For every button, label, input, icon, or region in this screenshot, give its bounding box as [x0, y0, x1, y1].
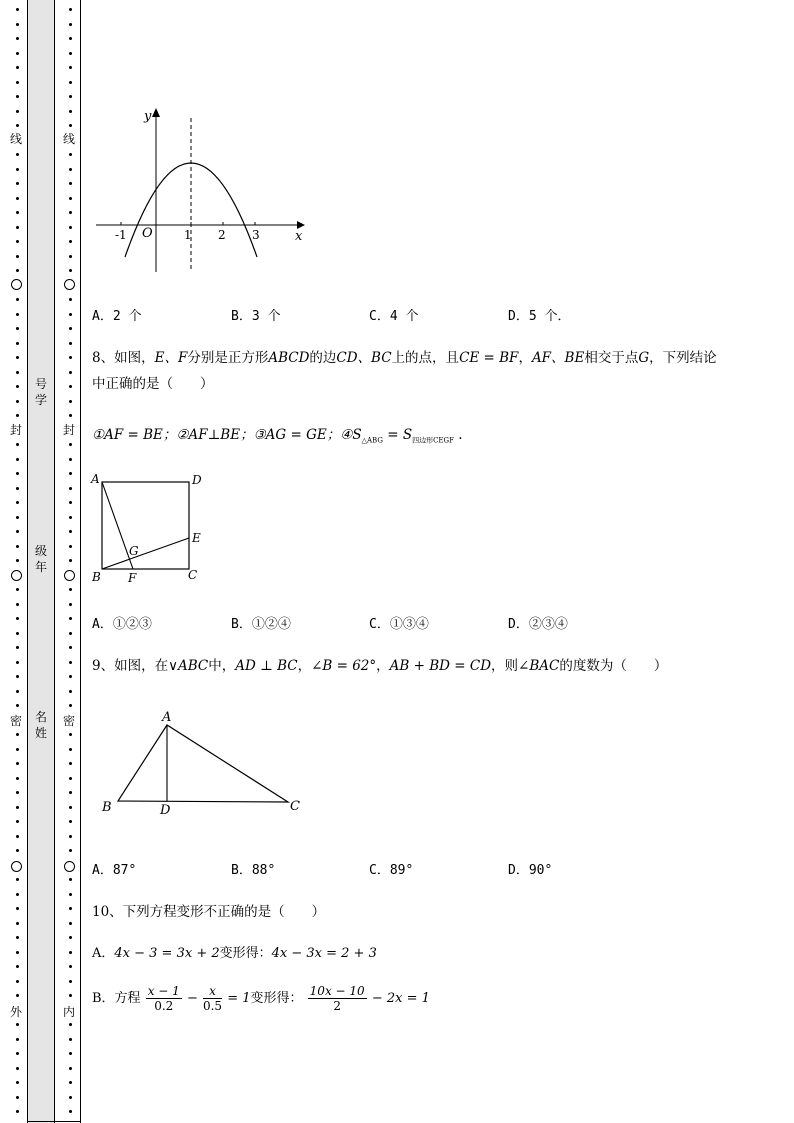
- binding-dot: [16, 936, 19, 939]
- binding-dot: [16, 487, 19, 490]
- binding-dot: [69, 748, 72, 751]
- binding-dot: [16, 327, 19, 330]
- binding-dot: [69, 1052, 72, 1055]
- binding-dot: [16, 791, 19, 794]
- binding-dot: [16, 617, 19, 620]
- binding-dot: [16, 342, 19, 345]
- binding-dot: [69, 632, 72, 635]
- outer-dotted-line: [13, 0, 23, 1123]
- binding-dot: [16, 255, 19, 258]
- fraction: $\frac{x - 1}{0.2}$: [147, 984, 180, 1013]
- q8-option-c[interactable]: C．①③④: [369, 617, 429, 632]
- inner-char-feng: 封: [62, 423, 75, 437]
- binding-dot: [69, 806, 72, 809]
- binding-dot: [16, 922, 19, 925]
- foot-d-label: D: [160, 803, 171, 818]
- triangle-abc: [118, 725, 288, 802]
- parabola-graph: [92, 100, 312, 280]
- point-c-label: C: [188, 568, 198, 582]
- binding-dot: [16, 153, 19, 156]
- binding-dot: [16, 211, 19, 214]
- binding-dot: [69, 443, 72, 446]
- inner-char-xian: 线: [62, 132, 75, 146]
- binding-dot: [16, 806, 19, 809]
- binding-dot: [16, 777, 19, 780]
- q8-stem-line1: 8、如图，E、F分别是正方形ABCD的边CD、BC上的点，且CE = BF，AF、BE相交于点G，下列结论: [92, 350, 717, 366]
- binding-dot: [16, 356, 19, 359]
- binding-dot: [16, 81, 19, 84]
- binding-dot: [16, 559, 19, 562]
- outer-circle: [11, 570, 22, 581]
- binding-dot: [16, 980, 19, 983]
- binding-dot: [16, 588, 19, 591]
- binding-dot: [69, 1096, 72, 1099]
- binding-dot: [69, 255, 72, 258]
- q10-option-b[interactable]: B．方程 $\frac{x - 1}{0.2}$ − $\frac{x}{0.5}$ = 1变形得： $\frac{10x - 10}{2}$ − 2x = 1: [92, 984, 430, 1013]
- binding-dot: [16, 385, 19, 388]
- binding-dot: [16, 1067, 19, 1070]
- q7-option-d[interactable]: D．5 个．: [508, 309, 571, 324]
- binding-dot: [69, 182, 72, 185]
- binding-dot: [69, 168, 72, 171]
- binding-dot: [69, 501, 72, 504]
- point-d-label: D: [192, 473, 202, 487]
- binding-dot: [69, 791, 72, 794]
- q9-stem: 9、如图，在∨ABC中，AD ⊥ BC，∠B = 62°，AB + BD = CD，则∠BAC的度数为（ ）: [92, 658, 668, 674]
- binding-dot: [16, 168, 19, 171]
- binding-dot: [69, 922, 72, 925]
- outer-char-mi: 密: [9, 714, 22, 728]
- binding-dot: [69, 81, 72, 84]
- square-figure: [88, 470, 218, 588]
- binding-dot: [16, 269, 19, 272]
- fraction: $\frac{x}{0.5}$: [202, 984, 223, 1013]
- binding-dot: [16, 661, 19, 664]
- q7-option-c[interactable]: C．4 个: [369, 309, 419, 324]
- binding-dot: [69, 211, 72, 214]
- binding-dot: [69, 52, 72, 55]
- binding-dot: [16, 603, 19, 606]
- binding-dot: [69, 342, 72, 345]
- binding-dot: [69, 400, 72, 403]
- binding-dot: [16, 240, 19, 243]
- binding-dot: [69, 980, 72, 983]
- binding-dot: [16, 820, 19, 823]
- binding-dot: [16, 690, 19, 693]
- q10-option-a[interactable]: A．4x − 3 = 3x + 2变形得：4x − 3x = 2 + 3: [92, 946, 377, 961]
- binding-dot: [16, 95, 19, 98]
- binding-dot: [69, 777, 72, 780]
- binding-dot: [16, 632, 19, 635]
- binding-dot: [69, 762, 72, 765]
- binding-dot: [16, 994, 19, 997]
- binding-dot: [69, 603, 72, 606]
- q8-stem-line2: 中正确的是（ ）: [92, 376, 214, 392]
- binding-dot: [69, 110, 72, 113]
- binding-dot: [16, 52, 19, 55]
- point-b-label: B: [92, 570, 101, 584]
- triangle-figure: [95, 705, 315, 820]
- student-number-label: 号 学: [34, 377, 47, 407]
- binding-dot: [16, 907, 19, 910]
- binding-dot: [16, 1023, 19, 1026]
- y-axis-label: y: [144, 109, 152, 124]
- binding-dot: [16, 197, 19, 200]
- binding-dot: [69, 153, 72, 156]
- binding-margin: [0, 0, 82, 1123]
- binding-dot: [16, 1081, 19, 1084]
- binding-dot: [16, 1038, 19, 1041]
- inner-dotted-line: [66, 0, 76, 1123]
- binding-dot: [16, 472, 19, 475]
- binding-dot: [69, 95, 72, 98]
- binding-dot: [69, 661, 72, 664]
- binding-dot: [16, 516, 19, 519]
- binding-dot: [69, 327, 72, 330]
- binding-dot: [69, 124, 72, 127]
- x-axis-arrow: [297, 221, 305, 229]
- q10-stem: 10、下列方程变形不正确的是（ ）: [92, 904, 326, 920]
- binding-dot: [16, 1052, 19, 1055]
- binding-dot: [69, 835, 72, 838]
- binding-dot: [16, 414, 19, 417]
- q8-option-b[interactable]: B．①②④: [231, 617, 291, 632]
- binding-dot: [16, 762, 19, 765]
- binding-dot: [16, 8, 19, 11]
- point-e-label: E: [192, 531, 201, 545]
- q9-option-a[interactable]: A．87°: [92, 863, 137, 878]
- tick-label: 2: [218, 228, 226, 242]
- binding-dot: [16, 501, 19, 504]
- binding-dot: [16, 675, 19, 678]
- binding-dot: [69, 8, 72, 11]
- binding-dot: [69, 226, 72, 229]
- binding-dot: [16, 298, 19, 301]
- outer-circle: [11, 279, 22, 290]
- binding-dot: [69, 893, 72, 896]
- vertex-b-label: B: [102, 800, 112, 815]
- binding-dot: [69, 66, 72, 69]
- binding-dot: [69, 458, 72, 461]
- binding-dot: [69, 313, 72, 316]
- binding-dot: [69, 849, 72, 852]
- binding-dot: [16, 704, 19, 707]
- q8-option-a[interactable]: A．①②③: [92, 617, 152, 632]
- vertex-a-label: A: [162, 710, 172, 725]
- tick-label: -1: [115, 228, 127, 242]
- binding-dot: [16, 313, 19, 316]
- binding-rule: [80, 0, 81, 1123]
- vertex-c-label: C: [290, 799, 300, 814]
- point-f-label: F: [128, 571, 137, 585]
- binding-dot: [16, 893, 19, 896]
- binding-dot: [69, 472, 72, 475]
- binding-dot: [69, 617, 72, 620]
- square-abcd: [102, 482, 189, 569]
- binding-dot: [16, 530, 19, 533]
- tick-label: 3: [252, 228, 260, 242]
- binding-dot: [69, 1081, 72, 1084]
- binding-dot: [69, 197, 72, 200]
- point-a-label: A: [91, 472, 100, 486]
- outer-circle: [11, 861, 22, 872]
- binding-dot: [69, 23, 72, 26]
- binding-dot: [69, 936, 72, 939]
- binding-dot: [16, 37, 19, 40]
- binding-dot: [69, 356, 72, 359]
- binding-dot: [69, 37, 72, 40]
- binding-dot: [69, 1023, 72, 1026]
- binding-dot: [69, 240, 72, 243]
- binding-dot: [16, 443, 19, 446]
- binding-dot: [69, 675, 72, 678]
- x-axis-label: x: [295, 229, 303, 244]
- binding-dot: [69, 1110, 72, 1113]
- binding-dot: [16, 66, 19, 69]
- inner-circle: [64, 570, 75, 581]
- inner-char-mi: 密: [62, 714, 75, 728]
- binding-dot: [16, 400, 19, 403]
- binding-dot: [16, 733, 19, 736]
- binding-dot: [69, 269, 72, 272]
- binding-dot: [16, 545, 19, 548]
- binding-dot: [69, 704, 72, 707]
- binding-dot: [16, 965, 19, 968]
- binding-dot: [69, 820, 72, 823]
- q8-statements: ①AF = BE；②AF⊥BE；③AG = GE；$④S_{\triangle ABG} = S_{四边形CEGF}$ .: [92, 427, 463, 445]
- y-axis-arrow: [152, 108, 160, 117]
- binding-dot: [16, 182, 19, 185]
- binding-dot: [69, 965, 72, 968]
- inner-circle: [64, 279, 75, 290]
- q9-option-b[interactable]: B．88°: [231, 863, 276, 878]
- binding-dot: [16, 951, 19, 954]
- binding-dot: [69, 646, 72, 649]
- name-label: 名 姓: [34, 710, 47, 740]
- binding-dot: [16, 458, 19, 461]
- binding-dot: [16, 849, 19, 852]
- binding-dot: [69, 951, 72, 954]
- fraction: $\frac{10x - 10}{2}$: [309, 984, 365, 1013]
- point-g-label: G: [129, 544, 139, 558]
- q7-option-b[interactable]: B．3 个: [231, 309, 281, 324]
- q7-option-a[interactable]: A．2 个: [92, 309, 142, 324]
- binding-dot: [69, 516, 72, 519]
- binding-dot: [16, 646, 19, 649]
- binding-dot: [16, 835, 19, 838]
- tick-label: 1: [184, 228, 192, 242]
- binding-dot: [16, 371, 19, 374]
- binding-dot: [69, 1067, 72, 1070]
- binding-dot: [69, 907, 72, 910]
- inner-char-nei: 内: [62, 1005, 75, 1019]
- binding-dot: [69, 1038, 72, 1041]
- q9-option-d[interactable]: D．90°: [508, 863, 553, 878]
- q8-option-d[interactable]: D．②③④: [508, 617, 568, 632]
- binding-dot: [69, 530, 72, 533]
- binding-dot: [16, 748, 19, 751]
- grade-label: 级 年: [34, 544, 47, 574]
- q9-option-c[interactable]: C．89°: [369, 863, 414, 878]
- binding-dot: [69, 690, 72, 693]
- binding-dot: [16, 226, 19, 229]
- outer-char-wai: 外: [9, 1005, 22, 1019]
- binding-dot: [69, 371, 72, 374]
- outer-char-xian: 线: [9, 132, 22, 146]
- binding-dot: [16, 878, 19, 881]
- origin-label: O: [142, 226, 153, 241]
- binding-dot: [69, 414, 72, 417]
- binding-dot: [69, 298, 72, 301]
- binding-dot: [16, 23, 19, 26]
- binding-dot: [16, 110, 19, 113]
- binding-dot: [16, 124, 19, 127]
- outer-char-feng: 封: [9, 423, 22, 437]
- binding-dot: [69, 487, 72, 490]
- binding-dot: [69, 385, 72, 388]
- segment-be: [102, 538, 189, 569]
- inner-circle: [64, 861, 75, 872]
- binding-dot: [69, 878, 72, 881]
- binding-dot: [69, 994, 72, 997]
- binding-dot: [16, 1110, 19, 1113]
- binding-dot: [69, 559, 72, 562]
- binding-dot: [69, 588, 72, 591]
- binding-dot: [69, 733, 72, 736]
- binding-dot: [69, 545, 72, 548]
- binding-dot: [16, 1096, 19, 1099]
